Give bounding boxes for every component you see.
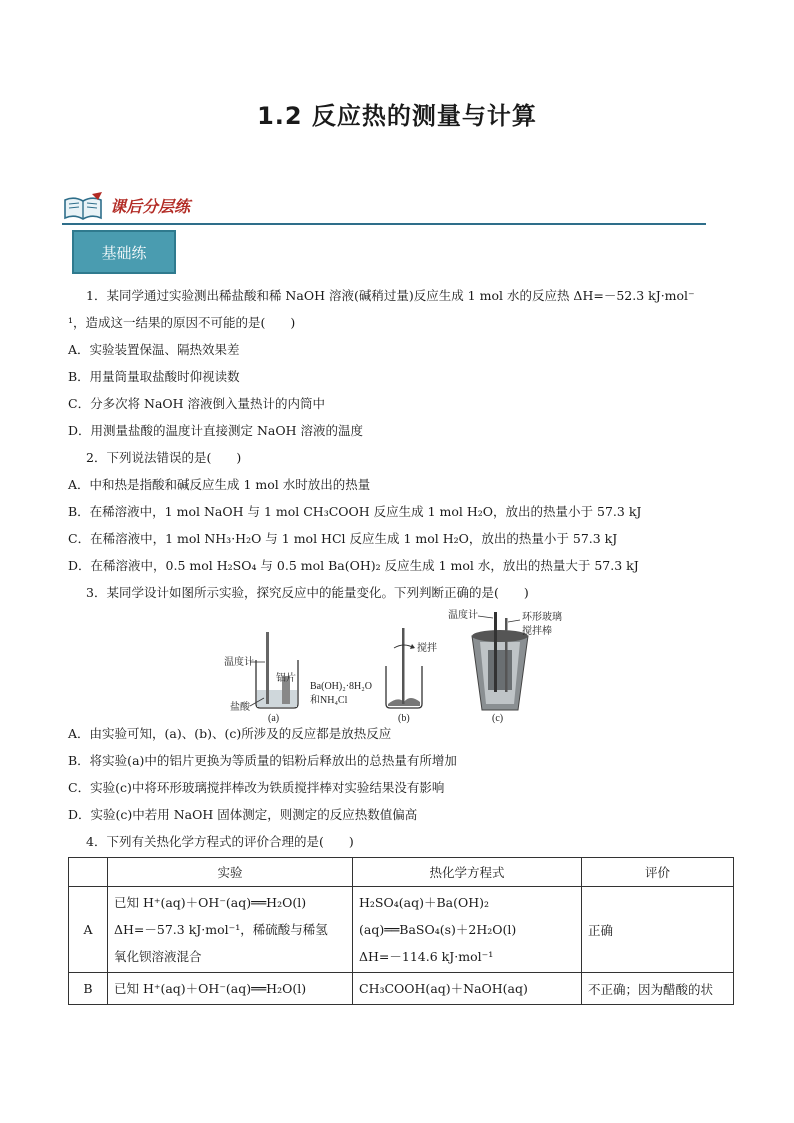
cell-line: ΔH=－114.6 kJ·mol⁻¹ bbox=[359, 949, 494, 964]
caption-c: (c) bbox=[492, 713, 504, 724]
q2-option-d: D．在稀溶液中，0.5 mol H₂SO₄ 与 0.5 mol Ba(OH)₂ 反应生成 1 mol 水，放出的热量大于 57.3 kJ bbox=[68, 558, 639, 573]
cell-line: CH₃COOH(aq)＋NaOH(aq) bbox=[359, 981, 528, 996]
q1-option-a: A．实验装置保温、隔热效果差 bbox=[68, 342, 240, 357]
cell-line: (aq)══BaSO₄(s)＋2H₂O(l) bbox=[359, 922, 517, 937]
section-header bbox=[62, 190, 706, 226]
q2-option-a: A．中和热是指酸和碱反应生成 1 mol 水时放出的热量 bbox=[68, 477, 371, 492]
q1-option-b: B．用量筒量取盐酸时仰视读数 bbox=[68, 369, 240, 384]
q1-option-c: C．分多次将 NaOH 溶液倒入量热计的内筒中 bbox=[68, 396, 326, 411]
q3-option-b: B．将实验(a)中的铝片更换为等质量的铝粉后释放出的总热量有所增加 bbox=[68, 753, 457, 768]
header-evaluation: 评价 bbox=[582, 858, 734, 887]
q3-stem: 3．某同学设计如图所示实验，探究反应中的能量变化。下列判断正确的是( ) bbox=[86, 585, 529, 600]
q4-stem: 4．下列有关热化学方程式的评价合理的是( ) bbox=[86, 834, 354, 849]
row-equation bbox=[353, 973, 582, 1005]
table-row bbox=[69, 973, 734, 1005]
q3-apparatus-diagram bbox=[68, 606, 732, 724]
label-a-acid: 盐酸 bbox=[230, 702, 250, 713]
row-equation bbox=[353, 887, 582, 973]
q3-option-c: C．实验(c)中将环形玻璃搅拌棒改为铁质搅拌棒对实验结果没有影响 bbox=[68, 780, 445, 795]
apparatus-c bbox=[448, 608, 562, 724]
page-title: 1.2 反应热的测量与计算 bbox=[257, 102, 537, 130]
apparatus-a bbox=[224, 632, 298, 724]
cell-line: 已知 H⁺(aq)＋OH⁻(aq)══H₂O(l) bbox=[114, 895, 307, 910]
q2-option-c: C．在稀溶液中，1 mol NH₃·H₂O 与 1 mol HCl 反应生成 1 mol H₂O，放出的热量小于 57.3 kJ bbox=[68, 531, 618, 546]
q2-option-b: B．在稀溶液中，1 mol NaOH 与 1 mol CH₃COOH 反应生成 1 mol H₂O，放出的热量小于 57.3 kJ bbox=[68, 504, 642, 519]
caption-b: (b) bbox=[398, 713, 410, 724]
level-tag: 基础练 bbox=[72, 230, 176, 274]
row-evaluation: 不正确；因为醋酸的状 bbox=[582, 973, 734, 1005]
label-b-reagent-2: 和NH₄Cl bbox=[310, 695, 348, 706]
open-book-icon bbox=[62, 192, 104, 222]
label-b-stir: 搅拌 bbox=[417, 643, 437, 654]
cell-line: 氧化钡溶液混合 bbox=[114, 949, 202, 964]
label-a-thermometer: 温度计 bbox=[224, 657, 254, 668]
cell-line: 已知 H⁺(aq)＋OH⁻(aq)══H₂O(l) bbox=[114, 981, 307, 996]
table-row bbox=[69, 887, 734, 973]
row-experiment bbox=[108, 973, 353, 1005]
q1-stem-cont: ¹，造成这一结果的原因不可能的是( ) bbox=[68, 315, 296, 330]
section-rule bbox=[62, 223, 706, 225]
row-experiment bbox=[108, 887, 353, 973]
cell-line: ΔH=－57.3 kJ·mol⁻¹，稀硫酸与稀氢 bbox=[114, 922, 328, 937]
q3-option-a: A．由实验可知，(a)、(b)、(c)所涉及的反应都是放热反应 bbox=[68, 726, 392, 741]
header-equation: 热化学方程式 bbox=[353, 858, 582, 887]
section-label: 课后分层练 bbox=[110, 197, 191, 216]
row-label: A bbox=[69, 887, 108, 973]
q3-figure bbox=[68, 606, 732, 724]
q4-table bbox=[68, 857, 734, 1005]
header-experiment: 实验 bbox=[108, 858, 353, 887]
q1-option-d: D．用测量盐酸的温度计直接测定 NaOH 溶液的温度 bbox=[68, 423, 364, 438]
label-c-stirrer-2: 搅拌棒 bbox=[522, 626, 552, 637]
label-c-stirrer-1: 环形玻璃 bbox=[522, 612, 562, 623]
q1-stem: 1．某同学通过实验测出稀盐酸和稀 NaOH 溶液(碱稍过量)反应生成 1 mol 水的反应热 ΔH=－52.3 kJ·mol⁻ bbox=[86, 288, 695, 303]
table-header-row bbox=[69, 858, 734, 887]
row-label: B bbox=[69, 973, 108, 1005]
row-evaluation: 正确 bbox=[582, 887, 734, 973]
cell-line: H₂SO₄(aq)＋Ba(OH)₂ bbox=[359, 895, 489, 910]
q3-option-d: D．实验(c)中若用 NaOH 固体测定，则测定的反应热数值偏高 bbox=[68, 807, 418, 822]
label-c-thermometer: 温度计 bbox=[448, 610, 478, 621]
question-body bbox=[68, 282, 732, 1005]
caption-a: (a) bbox=[268, 713, 280, 724]
q2-stem: 2．下列说法错误的是( ) bbox=[86, 450, 242, 465]
label-b-reagent-1: Ba(OH)₂·8H₂O bbox=[310, 681, 372, 692]
label-a-foil: 铝片 bbox=[276, 673, 296, 684]
apparatus-b bbox=[310, 628, 437, 724]
header-blank bbox=[69, 858, 108, 887]
